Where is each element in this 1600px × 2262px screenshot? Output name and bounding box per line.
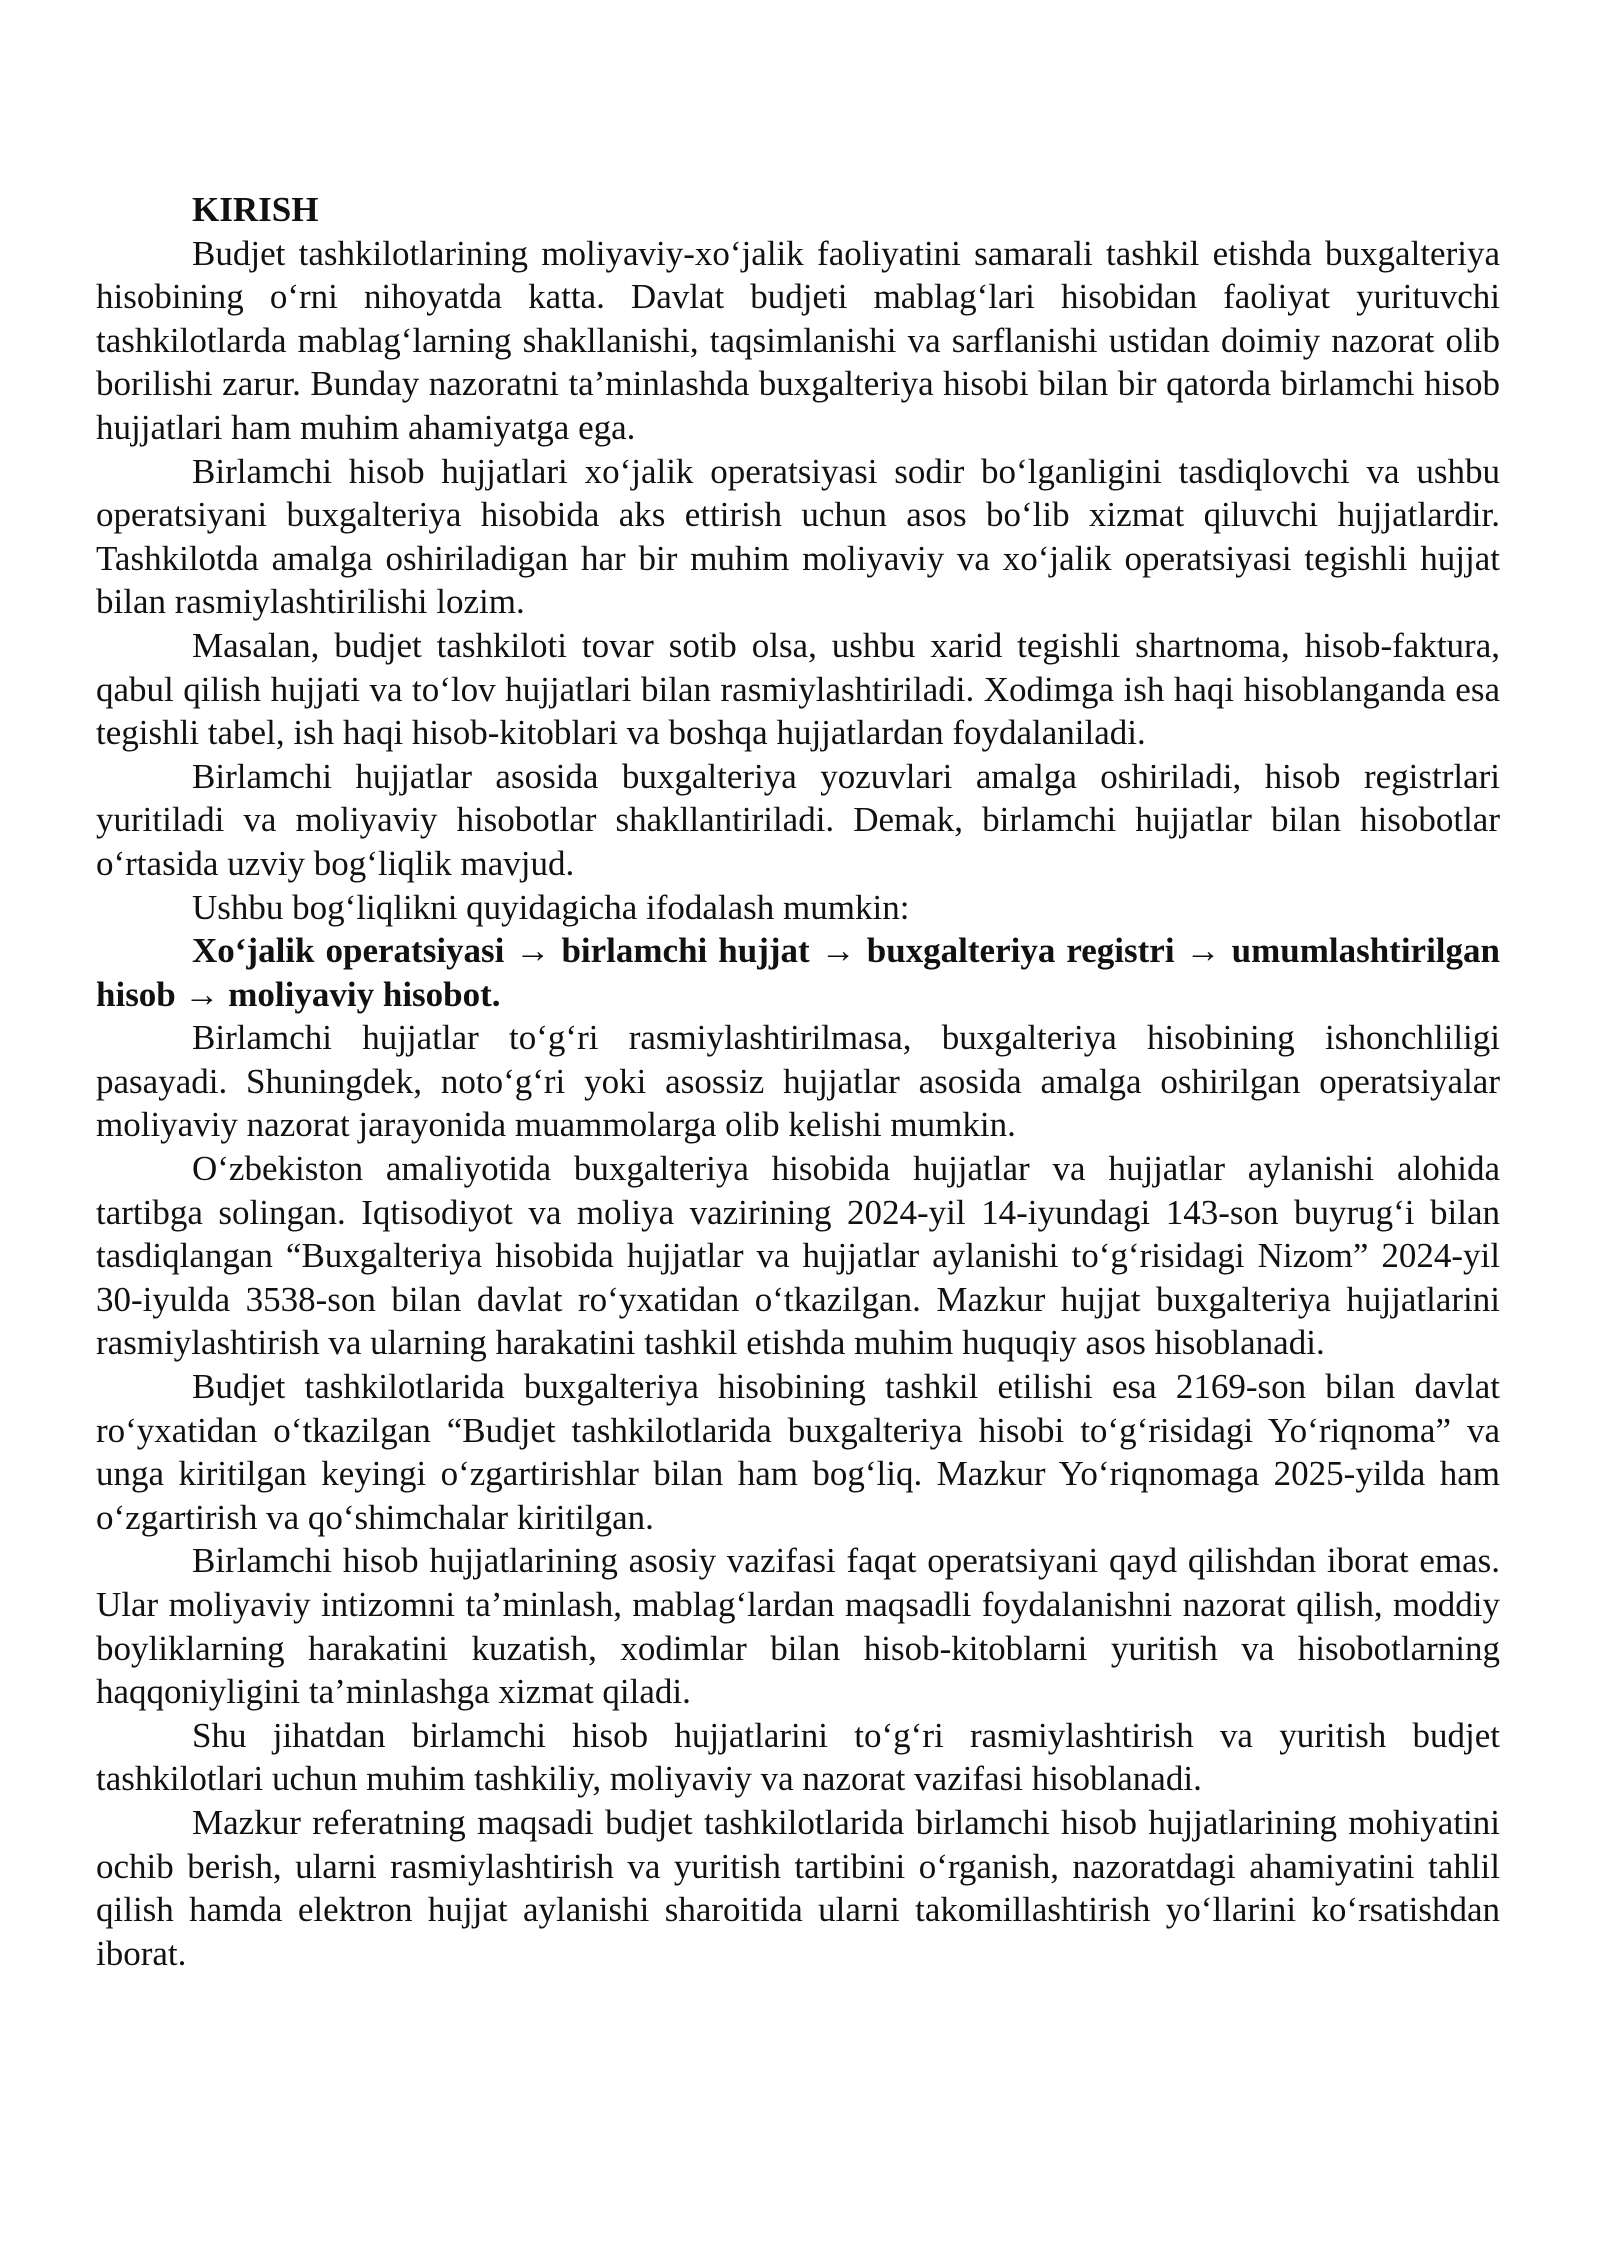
paragraph-importance: Shu jihatdan birlamchi hisob hujjatlarini to‘g‘ri rasmiylashtirish va yuritish budjet tashkilotlari uchun muhim tashkiliy, moliyaviy va nazorat vazifasi hisoblanadi.	[96, 1715, 1500, 1799]
paragraph-example: Masalan, budjet tashkiloti tovar sotib olsa, ushbu xarid tegishli shartnoma, hisob-faktura, qabul qilish hujjati va to‘lov hujjatlari bilan rasmiylashtiriladi. Xodimga ish haqi hisoblanganda esa tegishli tabel, ish haqi hisob-kitoblari va boshqa hujjatlardan foydalaniladi.	[96, 625, 1500, 753]
paragraph-primary-documents: Birlamchi hisob hujjatlari xo‘jalik operatsiyasi sodir bo‘lganligini tasdiqlovchi va ushbu operatsiyani buxgalteriya hisobida aks ettirish uchun asos bo‘lib xizmat qiluvchi hujjatlardir. Tashkilotda amalga oshiriladigan har bir muhim moliyaviy va xo‘jalik operatsiyasi tegishli hujjat bilan rasmiylashtirilishi lozim.	[96, 451, 1500, 622]
section-heading: KIRISH	[192, 190, 319, 229]
paragraph-relation-chain: Xo‘jalik operatsiyasi → birlamchi hujjat → buxgalteriya registri → umumlashtirilgan hisob → moliyaviy hisobot.	[96, 931, 1500, 1014]
paragraph-purpose: Mazkur referatning maqsadi budjet tashkilotlarida birlamchi hisob hujjatlarining mohiyatini ochib berish, ularni rasmiylashtirish va yuritish tartibini o‘rganish, nazoratdagi ahamiyatini tahlil qilish hamda elektron hujjat aylanishi sharoitida ularni takomillashtirish yo‘llarini ko‘rsatishdan iborat.	[96, 1802, 1500, 1973]
paragraph-relation-lead: Ushbu bog‘liqlikni quyidagicha ifodalash mumkin:	[192, 887, 910, 927]
paragraph-regulation: O‘zbekiston amaliyotida buxgalteriya hisobida hujjatlar va hujjatlar aylanishi alohida tartibga solingan. Iqtisodiyot va moliya vazirining 2024-yil 14-iyundagi 143-son buyrug‘i bilan tasdiqlangan “Buxgalteriya hisobida hujjatlar va hujjatlar aylanishi to‘g‘risidagi Nizom” 2024-yil 30-iyulda 3538-son bilan davlat ro‘yxatidan o‘tkazilgan. Mazkur hujjat buxgalteriya hujjatlarini rasmiylashtirish va ularning harakatini tashkil etishda muhim huquqiy asos hisoblanadi.	[96, 1149, 1500, 1363]
document-page	[96, 188, 1500, 1975]
paragraph-registers: Birlamchi hujjatlar asosida buxgalteriya yozuvlari amalga oshiriladi, hisob registrlari yuritiladi va moliyaviy hisobotlar shakllantiriladi. Demak, birlamchi hujjatlar bilan hisobotlar o‘rtasida uzviy bog‘liqlik mavjud.	[96, 756, 1500, 883]
paragraph-reliability: Birlamchi hujjatlar to‘g‘ri rasmiylashtirilmasa, buxgalteriya hisobining ishonchliligi pasayadi. Shuningdek, noto‘g‘ri yoki asossiz hujjatlar asosida amalga oshirilgan operatsiyalar moliyaviy nazorat jarayonida muammolarga olib kelishi mumkin.	[96, 1018, 1500, 1145]
paragraph-intro: Budjet tashkilotlarining moliyaviy-xo‘jalik faoliyatini samarali tashkil etishda buxgalteriya hisobining o‘rni nihoyatda katta. Davlat budjeti mablag‘lari hisobidan faoliyat yurituvchi tashkilotlarda mablag‘larning shakllanishi, taqsimlanishi va sarflanishi ustidan doimiy nazorat olib borilishi zarur. Bunday nazoratni ta’minlashda buxgalteriya hisobi bilan bir qatorda birlamchi hisob hujjatlari ham muhim ahamiyatga ega.	[96, 233, 1500, 447]
paragraph-main-function: Birlamchi hisob hujjatlarining asosiy vazifasi faqat operatsiyani qayd qilishdan iborat emas. Ular moliyaviy intizomni ta’minlash, mablag‘lardan maqsadli foydalanishni nazorat qilish, moddiy boyliklarning harakatini kuzatish, xodimlar bilan hisob-kitoblarni yuritish va hisobotlarning haqqoniyligini ta’minlashga xizmat qiladi.	[96, 1541, 1500, 1712]
paragraph-instruction: Budjet tashkilotlarida buxgalteriya hisobining tashkil etilishi esa 2169-son bilan davlat ro‘yxatidan o‘tkazilgan “Budjet tashkilotlarida buxgalteriya hisobi to‘g‘risidagi Yo‘riqnoma” va unga kiritilgan keyingi o‘zgartirishlar bilan ham bog‘liq. Mazkur Yo‘riqnomaga 2025-yilda ham o‘zgartirish va qo‘shimchalar kiritilgan.	[96, 1367, 1500, 1537]
